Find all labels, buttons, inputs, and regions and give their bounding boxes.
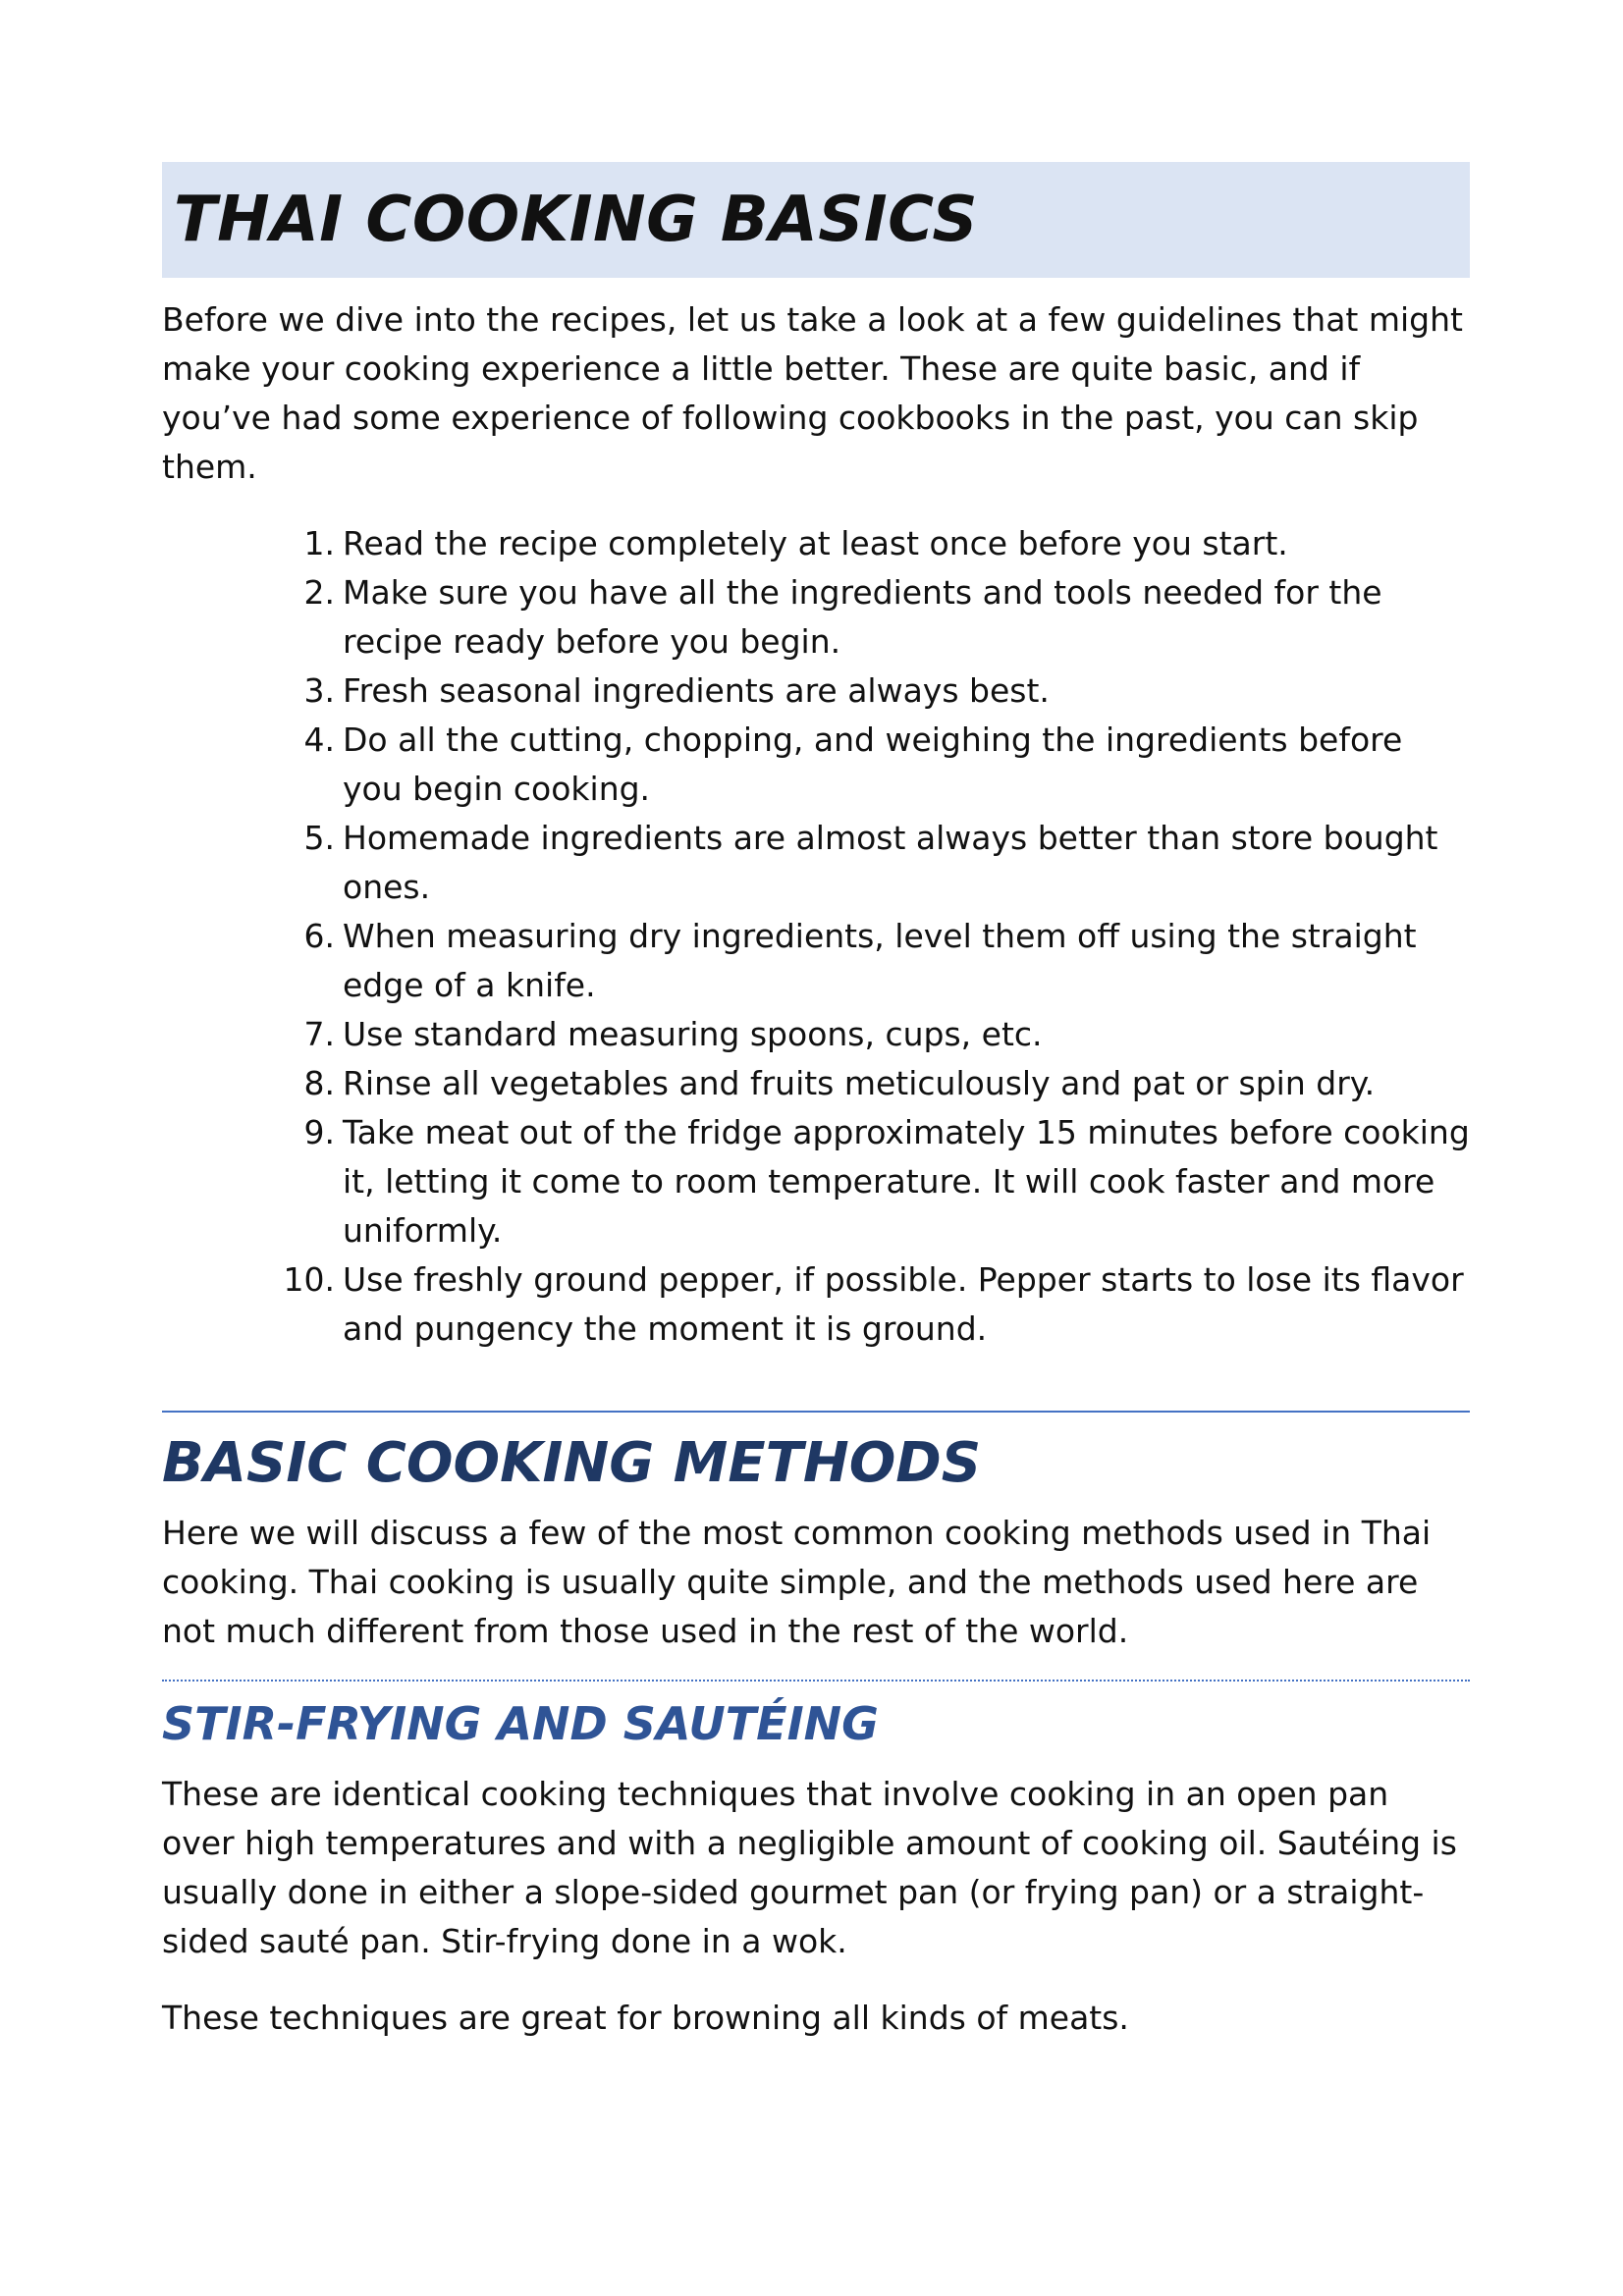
subsection-heading: STIR-FRYING AND SAUTÉING [162,1697,879,1750]
list-item [162,912,1470,1010]
list-item [162,814,1470,912]
list-text: Use standard measuring spoons, cups, etc. [343,1015,1043,1053]
list-item [162,1010,1470,1059]
list-item [162,667,1470,716]
list-text: Fresh seasonal ingredients are always best. [343,671,1050,710]
title-banner [162,162,1470,278]
list-item [162,519,1470,568]
list-text: When measuring dry ingredients, level them off using the straight edge of a knife. [343,917,1417,1004]
subsection-paragraph: These are identical cooking techniques that involve cooking in an open pan over high temperatures and with a negligible amount of cooking oil. Sautéing is usually done in either a slope-sided gourmet pan (or frying pan) or a straight-sided sauté pan. Stir-frying done in a wok. [162,1775,1457,1960]
list-number: 9. [303,1113,335,1151]
list-number: 5. [303,819,335,857]
section-divider [162,1411,1470,1413]
list-text: Rinse all vegetables and fruits meticulously and pat or spin dry. [343,1064,1376,1102]
list-number: 6. [303,917,335,955]
list-text: Read the recipe completely at least once before you start. [343,524,1288,562]
subsection-divider [162,1680,1470,1682]
intro-paragraph: Before we dive into the recipes, let us take a look at a few guidelines that might make your cooking experience a little better. These are quite basic, and if you’ve had some experience of following cookbooks in the past, you can skip them. [162,300,1463,486]
list-number: 7. [303,1015,335,1053]
section-heading: BASIC COOKING METHODS [162,1431,982,1495]
list-item [162,1108,1470,1255]
list-text: Do all the cutting, chopping, and weighing the ingredients before you begin cooking. [343,721,1403,808]
list-item [162,568,1470,667]
guidelines-list [162,519,1470,1354]
page-title: THAI COOKING BASICS [174,184,978,256]
document-page [162,162,1470,2043]
list-number: 1. [303,524,335,562]
list-number: 8. [303,1064,335,1102]
list-text: Take meat out of the fridge approximately 15 minutes before cooking it, letting it come to room temperature. It will cook faster and more uniformly. [343,1113,1470,1250]
list-item [162,1059,1470,1108]
list-text: Homemade ingredients are almost always better than store bought ones. [343,819,1438,906]
subsection-paragraph: These techniques are great for browning all kinds of meats. [162,1999,1129,2037]
list-item [162,1255,1470,1354]
list-number: 10. [283,1260,335,1299]
section-intro-paragraph: Here we will discuss a few of the most common cooking methods used in Thai cooking. Thai cooking is usually quite simple, and the methods used here are not much different from those used in the rest of the world. [162,1514,1432,1650]
list-number: 3. [303,671,335,710]
list-number: 4. [303,721,335,759]
list-text: Make sure you have all the ingredients and tools needed for the recipe ready before you begin. [343,573,1382,661]
list-item [162,716,1470,814]
list-text: Use freshly ground pepper, if possible. Pepper starts to lose its flavor and pungency the moment it is ground. [343,1260,1464,1348]
list-number: 2. [303,573,335,612]
